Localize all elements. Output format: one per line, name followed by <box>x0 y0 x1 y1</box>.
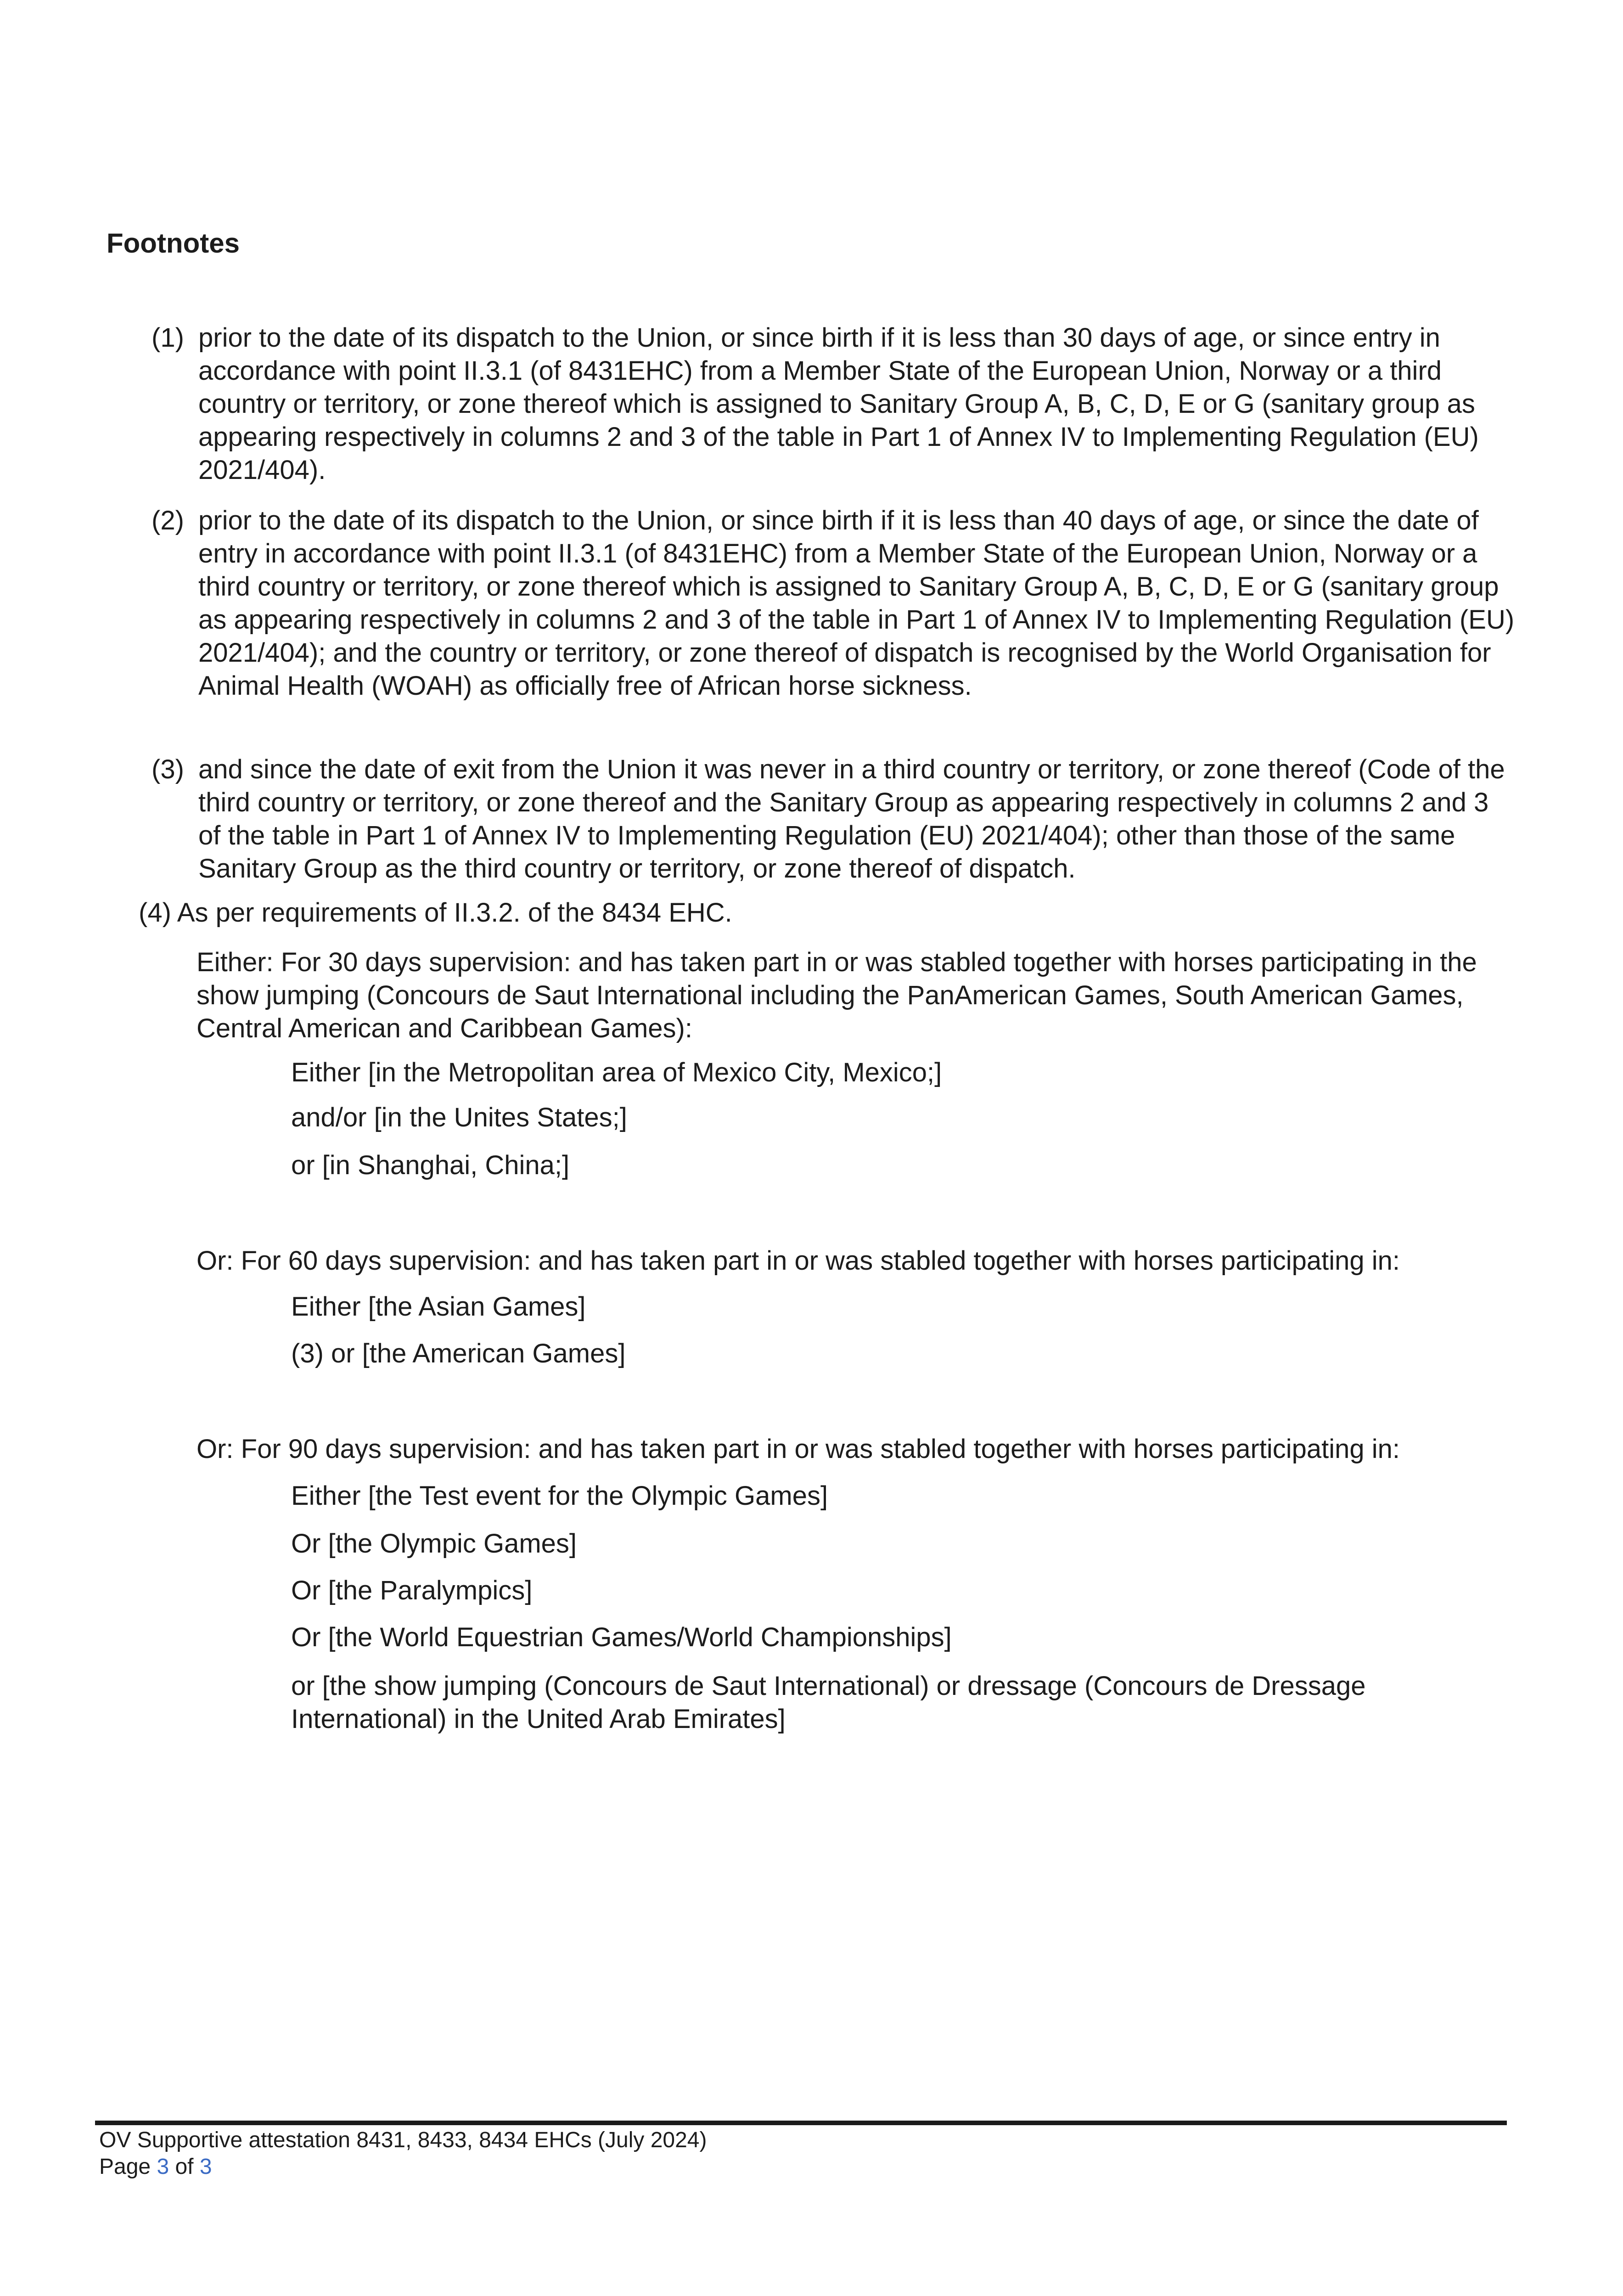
option-item: or [in Shanghai, China;] <box>291 1150 570 1180</box>
option-item: and/or [in the Unites States;] <box>291 1103 627 1132</box>
footnote-number: (1) <box>152 323 184 353</box>
option-item: (3) or [the American Games] <box>291 1339 626 1368</box>
supervision-30-days-intro: Either: For 30 days supervision: and has taken part in or was stabled together with horses participating in the show jumping (Concours de Saut International including the PanAmerican Games, South American Games, Central American and Caribbean Games): <box>197 947 1477 1043</box>
footnote-4-heading: (4) As per requirements of II.3.2. of the 8434 EHC. <box>139 898 732 928</box>
page-mid: of <box>169 2155 200 2179</box>
option-item: Or [the Paralympics] <box>291 1576 533 1605</box>
option-item: Either [in the Metropolitan area of Mexico City, Mexico;] <box>291 1058 942 1087</box>
footnotes-heading: Footnotes <box>107 228 240 259</box>
option-item: Either [the Asian Games] <box>291 1292 586 1322</box>
supervision-60-days-intro: Or: For 60 days supervision: and has taken part in or was stabled together with horses participating in: <box>197 1246 1400 1276</box>
option-item: Or [the Olympic Games] <box>291 1529 577 1559</box>
page-current: 3 <box>157 2155 169 2179</box>
footnote-text: and since the date of exit from the Union it was never in a third country or territory, or zone thereof (Code of the third country or territory, or zone thereof and the Sanitary Group as appearing respectively in columns 2 and 3 of the table in Part 1 of Annex IV to Implementing Regulation (EU) 2021/404); other than those of the same Sanitary Group as the third country or territory, or zone thereof of dispatch. <box>198 754 1505 884</box>
page-total: 3 <box>199 2155 212 2179</box>
footnote-text: prior to the date of its dispatch to the Union, or since birth if it is less than 40 days of age, or since the date of entry in accordance with point II.3.1 (of 8431EHC) from a Member State of the European Union, Norway or a third country or territory, or zone thereof which is assigned to Sanitary Group A, B, C, D, E or G (sanitary group as appearing respectively in columns 2 and 3 of the table in Part 1 of Annex IV to Implementing Regulation (EU) 2021/404); and the country or territory, or zone thereof of dispatch is recognised by the World Organisation for Animal Health (WOAH) as officially free of African horse sickness. <box>198 506 1515 701</box>
option-item: Either [the Test event for the Olympic Games] <box>291 1481 828 1511</box>
footer-page-number <box>99 2154 212 2180</box>
footer-rule <box>95 2121 1507 2125</box>
footnote-text: prior to the date of its dispatch to the Union, or since birth if it is less than 30 days of age, or since entry in accordance with point II.3.1 (of 8431EHC) from a Member State of the European Union, Norway or a third country or territory, or zone thereof which is assigned to Sanitary Group A, B, C, D, E or G (sanitary group as appearing respectively in columns 2 and 3 of the table in Part 1 of Annex IV to Implementing Regulation (EU) 2021/404). <box>198 323 1479 485</box>
supervision-90-days-intro: Or: For 90 days supervision: and has taken part in or was stabled together with horses participating in: <box>197 1434 1400 1464</box>
option-item: or [the show jumping (Concours de Saut International) or dressage (Concours de Dressage International) in the United Arab Emirates] <box>291 1671 1366 1734</box>
page-prefix: Page <box>99 2155 157 2179</box>
footer-title: OV Supportive attestation 8431, 8433, 8434 EHCs (July 2024) <box>99 2128 707 2152</box>
footnote-number: (3) <box>152 754 184 784</box>
option-item: Or [the World Equestrian Games/World Championships] <box>291 1622 952 1652</box>
footnote-number: (2) <box>152 506 184 535</box>
